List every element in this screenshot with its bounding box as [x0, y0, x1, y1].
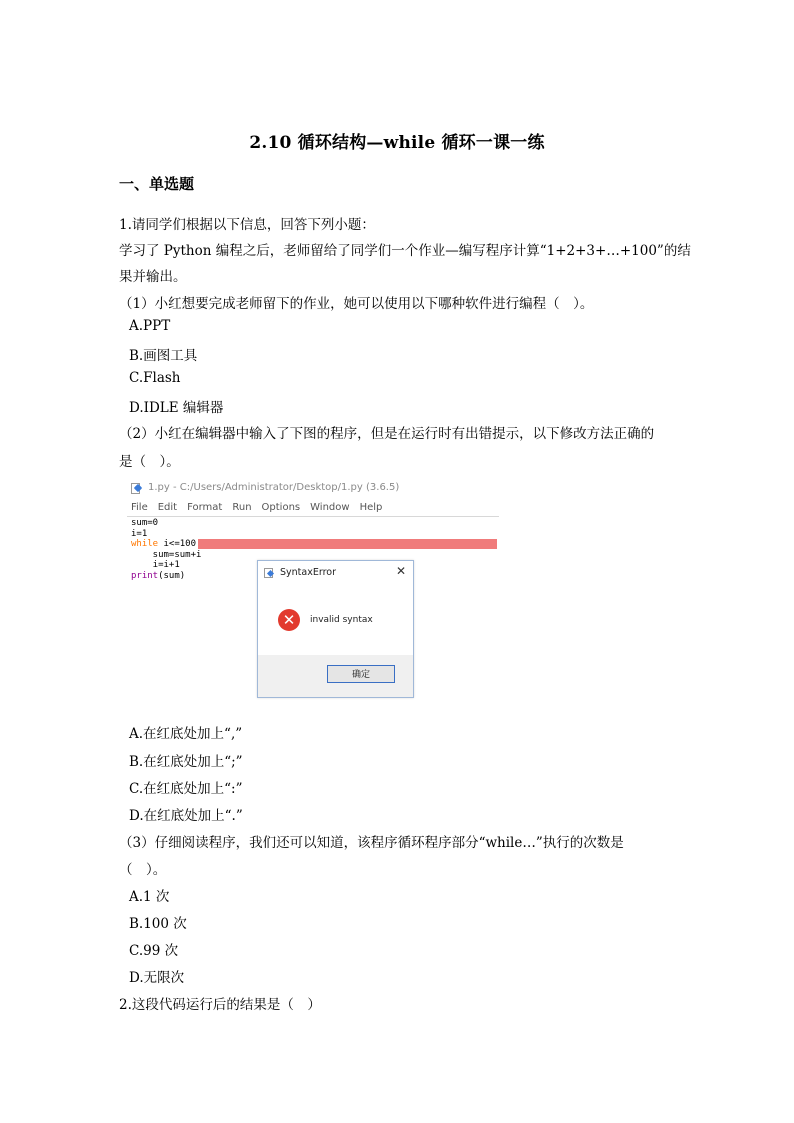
dialog-message: invalid syntax	[310, 615, 373, 625]
ok-button: 确定	[327, 665, 395, 683]
code-line-3-rest: i<=100	[158, 539, 197, 549]
code-line-4: sum=sum+i	[131, 549, 202, 560]
syntax-error-highlight	[198, 539, 497, 549]
q1-intro: 1.请同学们根据以下信息，回答下列小题：	[119, 217, 375, 233]
error-icon: ✕	[278, 609, 300, 631]
option-a: A.在红底处加上“,”	[129, 726, 243, 742]
dialog-title-bar	[264, 567, 336, 578]
q1-sub3-text-line1: （3）仔细阅读程序，我们还可以知道，该程序循环程序部分“while…”执行的次数是	[119, 835, 624, 851]
code-line-6-rest: (sum)	[158, 570, 186, 581]
q1-context-line1: 学习了 Python 编程之后，老师留给了同学们一个作业—编写程序计算“1+2+3+…+100”的结	[119, 243, 691, 259]
menu-edit: Edit	[157, 502, 178, 513]
section-heading: 一、单选题	[119, 175, 195, 193]
keyword-while: while	[131, 539, 159, 549]
menu-run: Run	[232, 502, 252, 513]
menu-window: Window	[310, 502, 350, 513]
option-b: B.画图工具	[129, 348, 198, 364]
window-title: 1.py - C:/Users/Administrator/Desktop/1.py (3.6.5)	[148, 482, 400, 493]
option-c: C.99 次	[129, 943, 179, 959]
option-c: C.Flash	[129, 370, 181, 386]
q1-sub2-text-line2: 是（ ）。	[119, 454, 180, 470]
menu-format: Format	[187, 502, 223, 513]
page-title: 2.10 循环结构—while 循环一课一练	[249, 133, 545, 153]
syntax-error-dialog	[257, 560, 414, 698]
window-title-bar	[131, 482, 399, 493]
menu-help: Help	[359, 502, 383, 513]
option-d: D.无限次	[129, 970, 185, 986]
option-a: A.PPT	[129, 318, 171, 334]
code-line-3	[131, 539, 201, 550]
dialog-footer	[258, 655, 413, 697]
option-b: B.100 次	[129, 916, 187, 932]
q1-sub1-text: （1）小红想要完成老师留下的作业，她可以使用以下哪种软件进行编程（ ）。	[119, 296, 594, 312]
q1-sub3-text-line2: （ ）。	[119, 862, 167, 878]
menu-file: File	[131, 502, 148, 513]
q1-context-line2: 果并输出。	[119, 269, 187, 285]
python-file-icon	[131, 482, 142, 493]
code-line-1: sum=0	[131, 518, 159, 528]
builtin-print: print	[131, 570, 159, 581]
option-b: B.在红底处加上“;”	[129, 754, 243, 770]
option-d: D.在红底处加上“.”	[129, 808, 243, 824]
idle-screenshot-figure	[127, 476, 499, 700]
menu-options: Options	[261, 502, 301, 513]
dialog-app-icon	[264, 567, 275, 578]
menu-bar	[131, 502, 382, 513]
q2-text: 2.这段代码运行后的结果是（ ）	[119, 997, 321, 1013]
code-line-5: i=i+1	[131, 560, 180, 570]
option-c: C.在红底处加上“:”	[129, 781, 243, 797]
q1-sub2-text-line1: （2）小红在编辑器中输入了下图的程序，但是在运行时有出错提示，以下修改方法正确的	[119, 426, 655, 442]
option-d: D.IDLE 编辑器	[129, 400, 224, 416]
option-a: A.1 次	[129, 889, 170, 905]
menu-divider	[127, 516, 499, 517]
code-editor	[131, 518, 201, 581]
dialog-title: SyntaxError	[280, 567, 336, 578]
close-icon: ✕	[395, 564, 406, 578]
code-line-2: i=1	[131, 528, 148, 539]
code-line-6	[131, 571, 201, 582]
